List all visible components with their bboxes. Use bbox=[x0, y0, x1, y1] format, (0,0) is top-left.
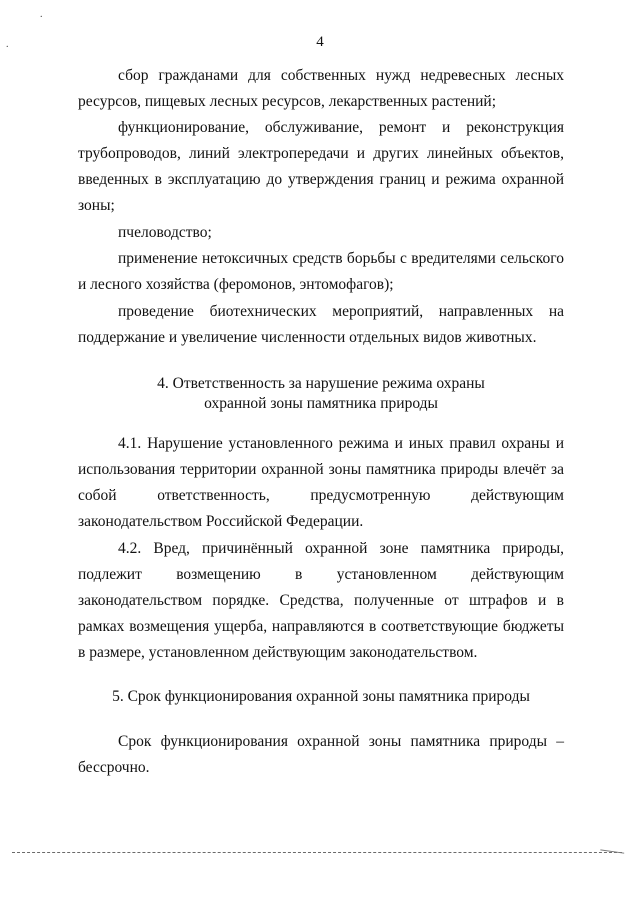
scan-speck: . bbox=[40, 9, 43, 20]
list-item: сбор гражданами для собственных нужд недревесных лесных ресурсов, пищевых лесных ресурсов, лекарственных растений; bbox=[78, 67, 564, 110]
scan-edge-line bbox=[12, 852, 622, 853]
list-item: проведение биотехнических мероприятий, направленных на поддержание и увеличение численности отдельных видов животных. bbox=[78, 303, 564, 346]
scan-edge-line-tail bbox=[600, 849, 624, 857]
page-number: 4 bbox=[316, 34, 324, 50]
section-4-heading-line-2: охранной зоны памятника природы bbox=[204, 395, 438, 412]
section-5-heading: 5. Срок функционирования охранной зоны памятника природы bbox=[112, 688, 530, 705]
section-4-heading bbox=[78, 374, 564, 414]
section-5-text: Срок функционирования охранной зоны памятника природы – бессрочно. bbox=[78, 733, 564, 776]
clause-4-1: 4.1. Нарушение установленного режима и иных правил охраны и использования территории охранной зоны памятника природы влечёт за собой ответственность, предусмотренную действующим законодательством Российской Федерации. bbox=[78, 435, 564, 530]
clause-4-2: 4.2. Вред, причинённый охранной зоне памятника природы, подлежит возмещению в установленном действующим законодательством порядке. Средства, полученные от штрафов и в рамках возмещения ущерба, направляются в соответствующие бюджеты в размере, установленном действующим законодательством. bbox=[78, 540, 564, 661]
list-item: пчеловодство; bbox=[118, 224, 212, 241]
list-item: функционирование, обслуживание, ремонт и реконструкция трубопроводов, линий электропередачи и других линейных объектов, введенных в эксплуатацию до утверждения границ и режима охранной зоны; bbox=[78, 119, 564, 214]
scan-speck: . bbox=[6, 39, 9, 50]
list-item: применение нетоксичных средств борьбы с вредителями сельского и лесного хозяйства (феромонов, энтомофагов); bbox=[78, 250, 564, 293]
section-4-heading-line-1: 4. Ответственность за нарушение режима охраны bbox=[157, 375, 485, 392]
